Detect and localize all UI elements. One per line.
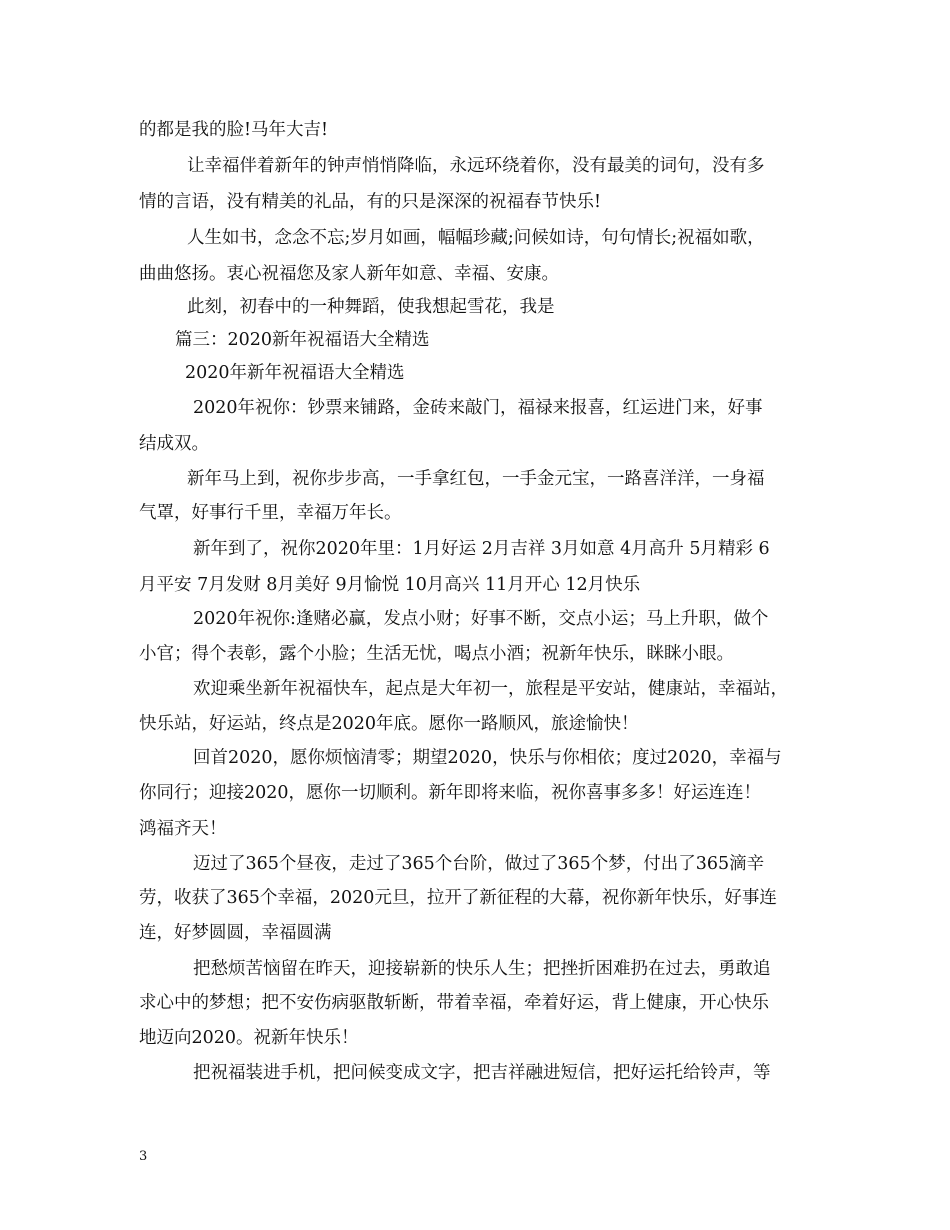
- text-line: 鸿福齐天！: [139, 819, 227, 839]
- text-line: 让幸福伴着新年的钟声悄悄降临，永远环绕着你，没有最美的词句，没有多: [187, 156, 765, 176]
- text-line: 回首2020，愿你烦恼清零；期望2020，快乐与你相依；度过2020，幸福与: [193, 748, 782, 768]
- text-line: 劳，收获了365个幸福，2020元旦，拉开了新征程的大幕，祝你新年快乐，好事连: [139, 888, 777, 908]
- text-line: 的都是我的脸!马年大吉!: [139, 120, 329, 140]
- text-line: 欢迎乘坐新年祝福快车，起点是大年初一，旅程是平安站，健康站，幸福站，: [193, 679, 788, 699]
- text-line: 新年到了，祝你2020年里：1月好运 2月吉祥 3月如意 4月高升 5月精彩 6: [193, 539, 770, 559]
- page-number: 3: [139, 1149, 148, 1164]
- text-line: 2020年祝你：钞票来铺路，金砖来敲门，福禄来报喜，红运进门来，好事: [193, 398, 763, 418]
- text-line: 情的言语，没有精美的礼品，有的只是深深的祝福春节快乐!: [139, 192, 602, 212]
- section-heading: 篇三：2020新年祝福语大全精选: [175, 330, 430, 350]
- text-line: 地迈向2020。祝新年快乐！: [139, 1028, 359, 1048]
- text-line: 连，好梦圆圆，幸福圆满: [139, 923, 332, 943]
- text-line: 小官；得个表彰，露个小脸；生活无忧，喝点小酒；祝新年快乐，眯眯小眼。: [139, 644, 734, 664]
- article-title: 2020年新年祝福语大全精选: [185, 363, 405, 383]
- text-line: 迈过了365个昼夜，走过了365个台阶，做过了365个梦，付出了365滴辛: [193, 854, 765, 874]
- text-line: 月平安 7月发财 8月美好 9月愉悦 10月高兴 11月开心 12月快乐: [139, 575, 641, 595]
- text-line: 人生如书，念念不忘;岁月如画，幅幅珍藏;问候如诗，句句情长;祝福如歌，: [187, 228, 765, 248]
- text-line: 把祝福装进手机，把问候变成文字，把吉祥融进短信，把好运托给铃声，等: [193, 1063, 771, 1083]
- text-line: 新年马上到，祝你步步高，一手拿红包，一手金元宝，一路喜洋洋，一身福: [187, 469, 765, 489]
- text-line: 快乐站，好运站，终点是2020年底。愿你一路顺风，旅途愉快！: [139, 714, 639, 734]
- text-line: 此刻，初春中的一种舞蹈，使我想起雪花，我是: [187, 297, 555, 317]
- text-line: 你同行；迎接2020，愿你一切顺利。新年即将来临，祝你喜事多多！好运连连！: [139, 783, 762, 803]
- text-line: 2020年祝你:逢赌必赢，发点小财；好事不断，交点小运；马上升职，做个: [193, 609, 769, 629]
- text-line: 把愁烦苦恼留在昨天，迎接崭新的快乐人生；把挫折困难扔在过去，勇敢追: [193, 959, 771, 979]
- text-line: 求心中的梦想；把不安伤病驱散斩断，带着幸福，牵着好运，背上健康，开心快乐: [139, 993, 769, 1013]
- text-line: 曲曲悠扬。衷心祝福您及家人新年如意、幸福、安康。: [139, 264, 559, 284]
- text-line: 气罩，好事行千里，幸福万年长。: [139, 503, 402, 523]
- text-line: 结成双。: [139, 434, 209, 454]
